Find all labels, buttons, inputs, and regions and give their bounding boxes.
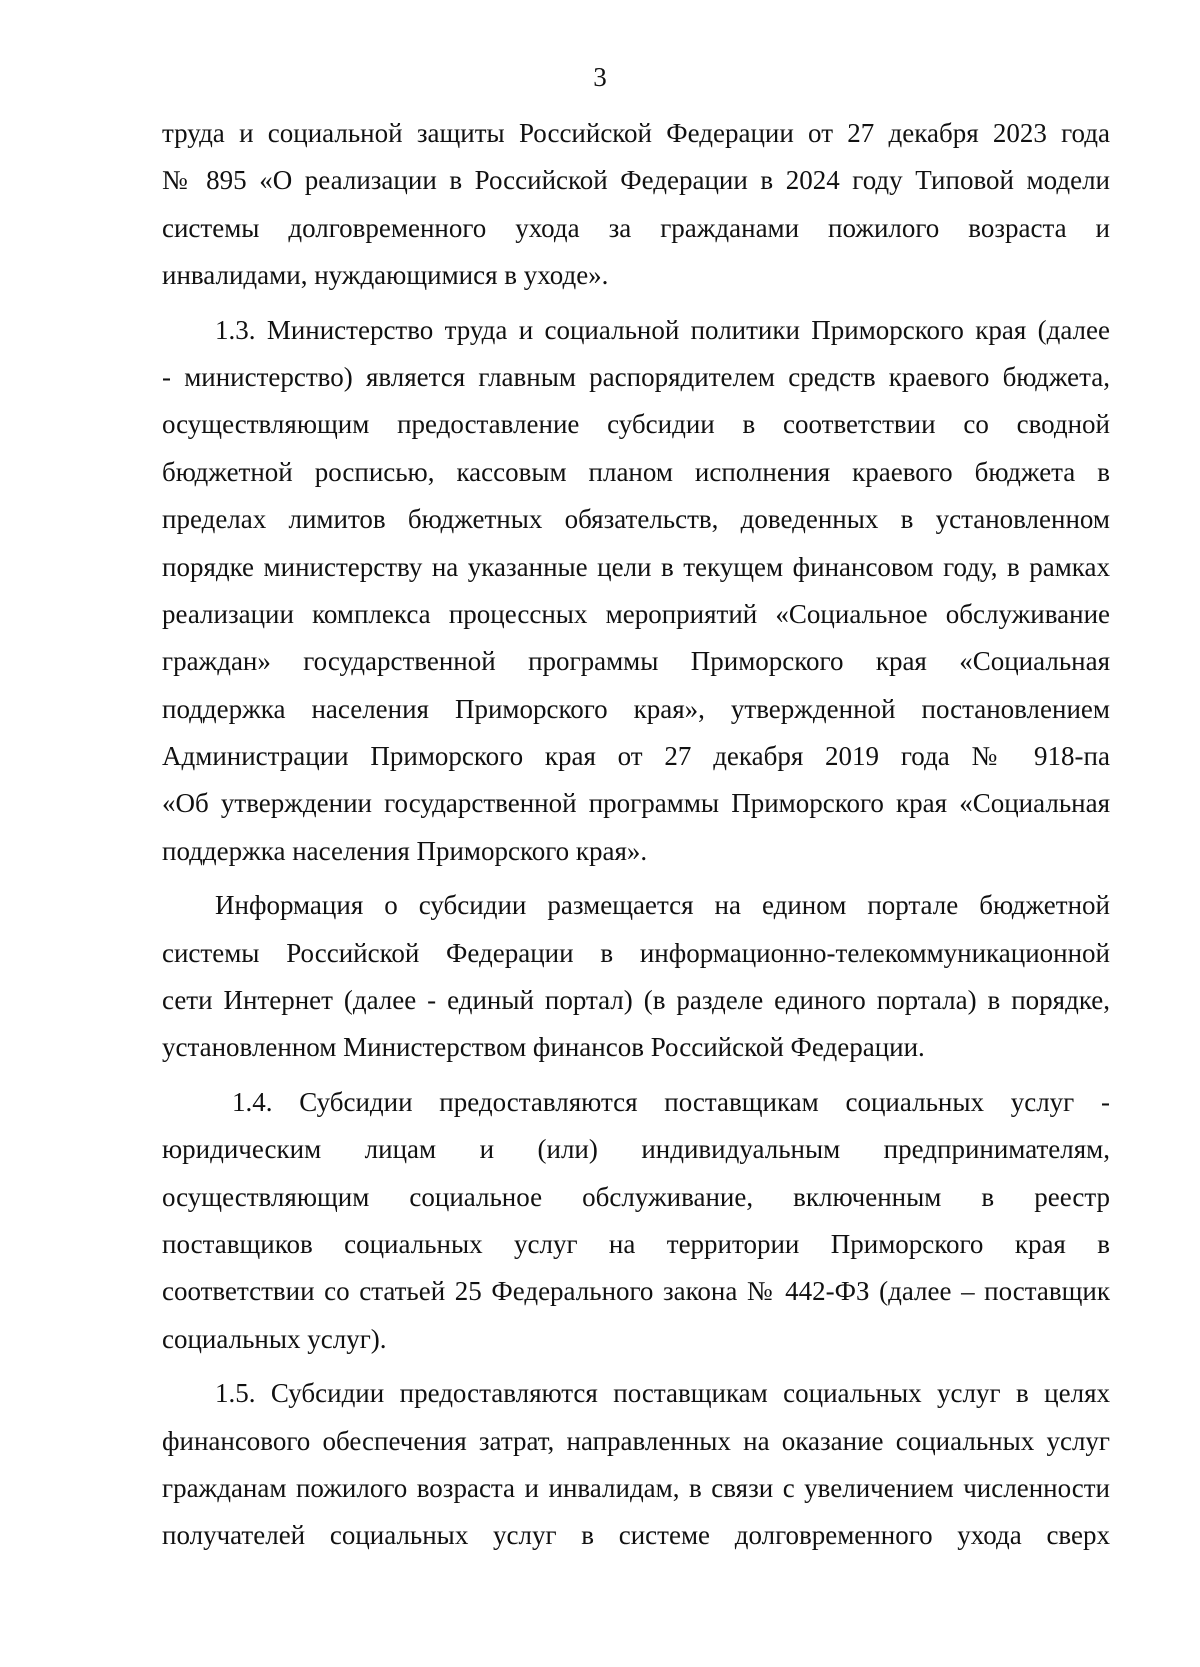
text-line: «Об утверждении государственной программы Приморского края «Социальная	[162, 788, 1110, 819]
text-line: труда и социальной защиты Российской Федерации от 27 декабря 2023 года	[162, 118, 1110, 148]
text-line: осуществляющим предоставление субсидии в соответствии со сводной	[162, 409, 1110, 440]
text-line: 1.5. Субсидии предоставляются поставщикам социальных услуг в целях	[215, 1378, 1110, 1409]
text-line: поставщиков социальных услуг на территории Приморского края в	[162, 1228, 1110, 1259]
text-line: № 895 «О реализации в Российской Федерации в 2024 году Типовой модели	[162, 165, 1110, 196]
text-line: соответствии со статьей 25 Федерального закона № 442-ФЗ (далее – поставщик	[162, 1276, 1110, 1307]
paragraph-clause-1-3	[162, 307, 1110, 876]
text-line: порядке министерству на указанные цели в текущем финансовом году, в рамках	[162, 551, 1110, 582]
paragraph-info-portal	[162, 882, 1110, 1072]
text-line: 1.4. Субсидии предоставляются поставщикам социальных услуг -	[232, 1086, 1110, 1117]
text-line: Администрации Приморского края от 27 декабря 2019 года № 918-па	[162, 741, 1110, 772]
text-line: сети Интернет (далее - единый портал) (в разделе единого портала) в порядке,	[162, 985, 1110, 1016]
text-line: граждан» государственной программы Приморского края «Социальная	[162, 646, 1110, 677]
text-line: системы Российской Федерации в информационно-телекоммуникационной	[162, 937, 1110, 968]
text-line: гражданам пожилого возраста и инвалидам, в связи с увеличением численности	[162, 1472, 1110, 1503]
text-line: инвалидами, нуждающимися в уходе».	[162, 260, 609, 291]
paragraph-clause-1-5	[162, 1370, 1110, 1560]
text-line: пределах лимитов бюджетных обязательств, доведенных в установленном	[162, 504, 1110, 535]
text-line: юридическим лицам и (или) индивидуальным предпринимателям,	[162, 1134, 1110, 1165]
text-line: поддержка населения Приморского края».	[162, 835, 648, 866]
page-number: 3	[593, 62, 607, 92]
text-line: социальных услуг).	[162, 1323, 387, 1354]
text-line: Информация о субсидии размещается на едином портале бюджетной	[215, 890, 1110, 921]
text-line: реализации комплекса процессных мероприятий «Социальное обслуживание	[162, 598, 1110, 629]
text-line: осуществляющим социальное обслуживание, включенным в реестр	[162, 1181, 1110, 1212]
text-line: получателей социальных услуг в системе долговременного ухода сверх	[162, 1520, 1110, 1551]
text-line: бюджетной росписью, кассовым планом исполнения краевого бюджета в	[162, 456, 1110, 487]
paragraph-clause-1-4	[162, 1079, 1110, 1363]
text-line: финансового обеспечения затрат, направленных на оказание социальных услуг	[162, 1425, 1110, 1456]
paragraph-continuation	[162, 110, 1110, 300]
text-line: 1.3. Министерство труда и социальной политики Приморского края (далее	[215, 314, 1110, 345]
text-line: - министерство) является главным распорядителем средств краевого бюджета,	[162, 361, 1110, 392]
text-line: установленном Министерством финансов Российской Федерации.	[162, 1032, 925, 1063]
document-body	[162, 110, 1110, 1560]
text-line: поддержка населения Приморского края», утвержденной постановлением	[162, 693, 1110, 724]
text-line: системы долговременного ухода за гражданами пожилого возраста и	[162, 212, 1110, 243]
